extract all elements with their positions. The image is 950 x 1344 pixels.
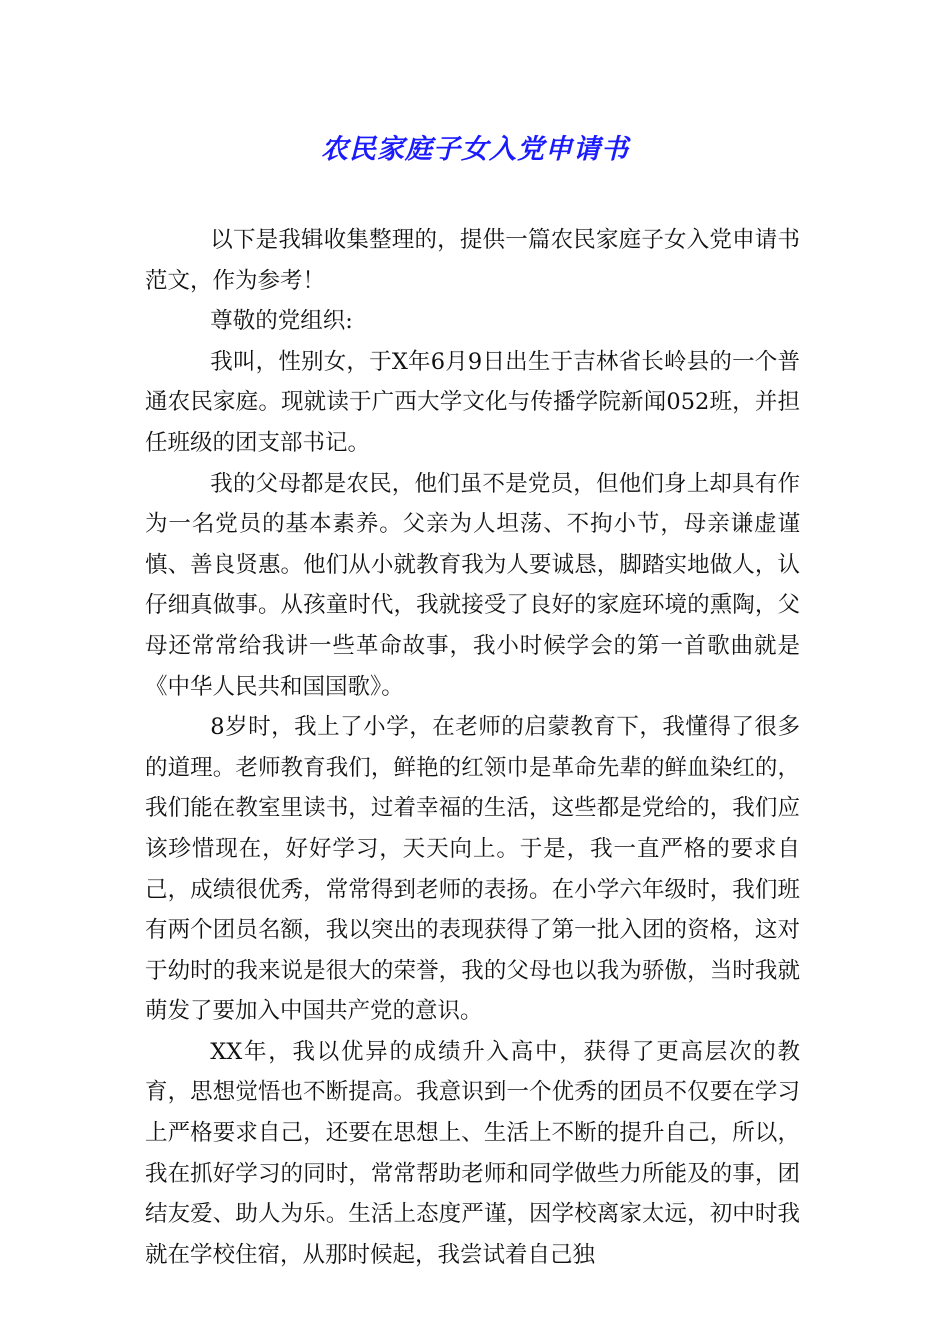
document-title: 农民家庭子女入党申请书: [321, 134, 629, 165]
paragraph: 我的父母都是农民，他们虽不是党员，但他们身上却具有作为一名党员的基本素养。父亲为人坦荡、不拘小节，母亲谦虚谨慎、善良贤惠。他们从小就教育我为人要诚恳，脚踏实地做人，认仔细真做事。从孩童时代，我就接受了良好的家庭环境的熏陶，父母还常常给我讲一些革命故事，我小时候学会的第一首歌曲就是《中华人民共和国国歌》。: [145, 470, 800, 700]
paragraph: XX年，我以优异的成绩升入高中，获得了更高层次的教育，思想觉悟也不断提高。我意识到一个优秀的团员不仅要在学习上严格要求自己，还要在思想上、生活上不断的提升自己，所以，我在抓好学习的同时，常常帮助老师和同学做些力所能及的事，团结友爱、助人为乐。生活上态度严谨，因学校离家太远，初中时我就在学校住宿，从那时候起，我尝试着自己独: [145, 1038, 800, 1268]
paragraph: 尊敬的党组织:: [210, 308, 353, 335]
paragraph: 我叫，性别女，于X年6月9日出生于吉林省长岭县的一个普通农民家庭。现就读于广西大学文化与传播学院新闻052班，并担任班级的团支部书记。: [145, 348, 800, 456]
paragraph: 8岁时，我上了小学，在老师的启蒙教育下，我懂得了很多的道理。老师教育我们，鲜艳的红领巾是革命先辈的鲜血染红的，我们能在教室里读书，过着幸福的生活，这些都是党给的，我们应该珍惜现在，好好学习，天天向上。于是，我一直严格的要求自己，成绩很优秀，常常得到老师的表扬。在小学六年级时，我们班有两个团员名额，我以突出的表现获得了第一批入团的资格，这对于幼时的我来说是很大的荣誉，我的父母也以我为骄傲，当时我就萌发了要加入中国共产党的意识。: [145, 714, 800, 1025]
document-body: [145, 220, 800, 1275]
paragraph: 以下是我辑收集整理的，提供一篇农民家庭子女入党申请书范文，作为参考！: [145, 227, 800, 294]
